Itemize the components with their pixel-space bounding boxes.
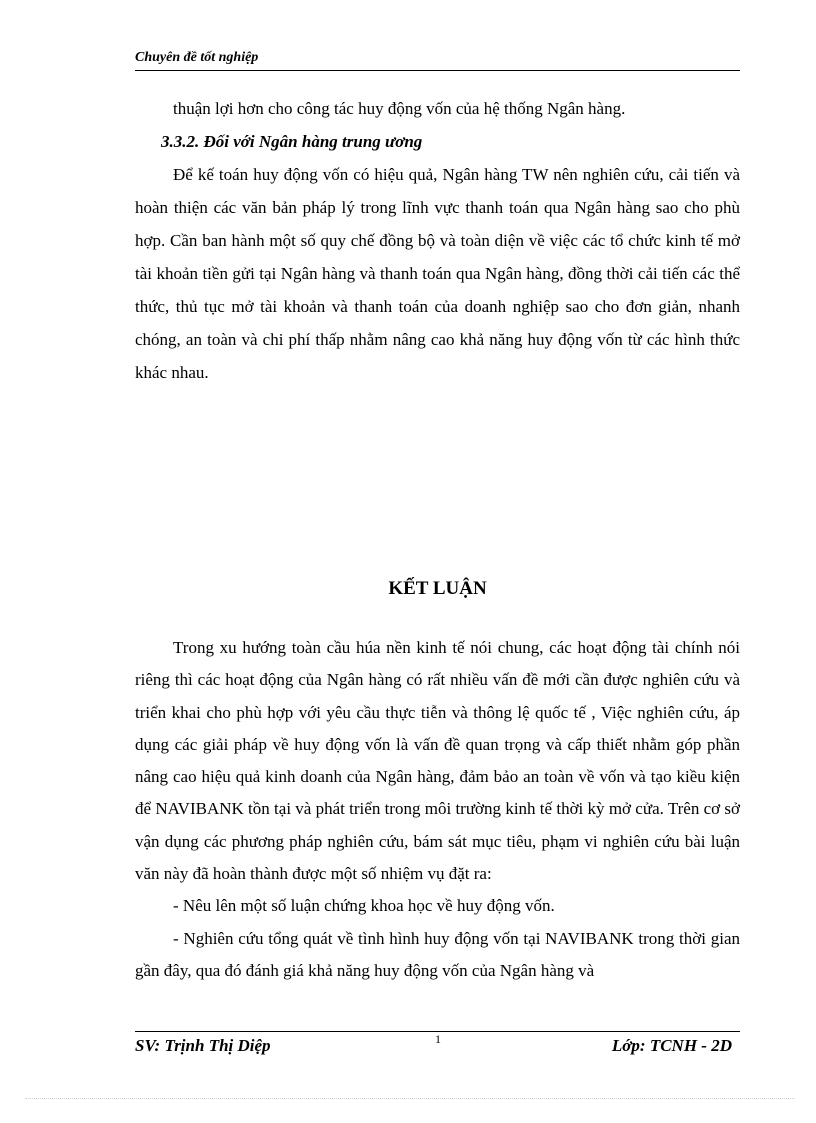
subheading: 3.3.2. Đối với Ngân hàng trung ương bbox=[161, 132, 423, 151]
page-number: 1 bbox=[435, 1032, 441, 1046]
footer-class: Lớp: TCNH - 2D bbox=[611, 1036, 732, 1055]
bullet-item: - Nêu lên một số luận chứng khoa học về huy động vốn. bbox=[173, 896, 555, 916]
continuation-paragraph: thuận lợi hơn cho công tác huy động vốn của hệ thống Ngân hàng. bbox=[173, 99, 626, 118]
conclusion-paragraph: Trong xu hướng toàn cầu húa nền kinh tế nói chung, các hoạt động tài chính nói riêng thì các hoạt động của Ngân hàng có rất nhiều vấn đề mới cần được nghiên cứu và triển khai cho phù hợp với yêu cầu thực tiễn và thông lệ quốc tế , Việc nghiên cứu, áp dụng các giải pháp về huy động vốn là vấn đề quan trọng và cấp thiết nhằm góp phần nâng cao hiệu quả kinh doanh của Ngân hàng, đảm bảo an toàn về vốn và tạo kiều kiện để NAVIBANK tồn tại và phát triển trong môi trường kinh tế thời kỳ mở cửa. Trên cơ sở vận dụng các phương pháp nghiên cứu, bám sát mục tiêu, phạm vi nghiên cứu bài luận văn này đã hoàn thành được một số nhiệm vụ đặt ra: bbox=[135, 638, 740, 884]
header-title: Chuyên đề tốt nghiệp bbox=[135, 50, 259, 65]
footer-student: SV: Trịnh Thị Diệp bbox=[135, 1036, 271, 1055]
body-paragraph: Để kế toán huy động vốn có hiệu quả, Ngân hàng TW nên nghiên cứu, cải tiến và hoàn thiện các văn bản pháp lý trong lĩnh vực thanh toán qua Ngân hàng sao cho phù hợp. Cần ban hành một số quy chế đồng bộ và toàn diện về việc các tổ chức kinh tế mở tài khoản tiền gửi tại Ngân hàng và thanh toán qua Ngân hàng, đồng thời cải tiến các thể thức, thủ tục mở tài khoản và thanh toán của doanh nghiệp sao cho đơn giản, nhanh chóng, an toàn và chi phí thấp nhằm nâng cao khả năng huy động vốn từ các hình thức khác nhau. bbox=[135, 165, 740, 382]
section-top bbox=[135, 92, 740, 389]
page-header bbox=[135, 48, 740, 71]
bullet-item: - Nghiên cứu tổng quát về tình hình huy động vốn tại NAVIBANK trong thời gian gần đây, qua đó đánh giá khả năng huy động vốn của Ngân hàng và bbox=[135, 928, 740, 980]
page-footer bbox=[135, 1031, 740, 1062]
page-edge-divider bbox=[25, 1098, 795, 1099]
conclusion-body bbox=[135, 632, 740, 987]
conclusion-title: KẾT LUẬN bbox=[388, 578, 487, 599]
